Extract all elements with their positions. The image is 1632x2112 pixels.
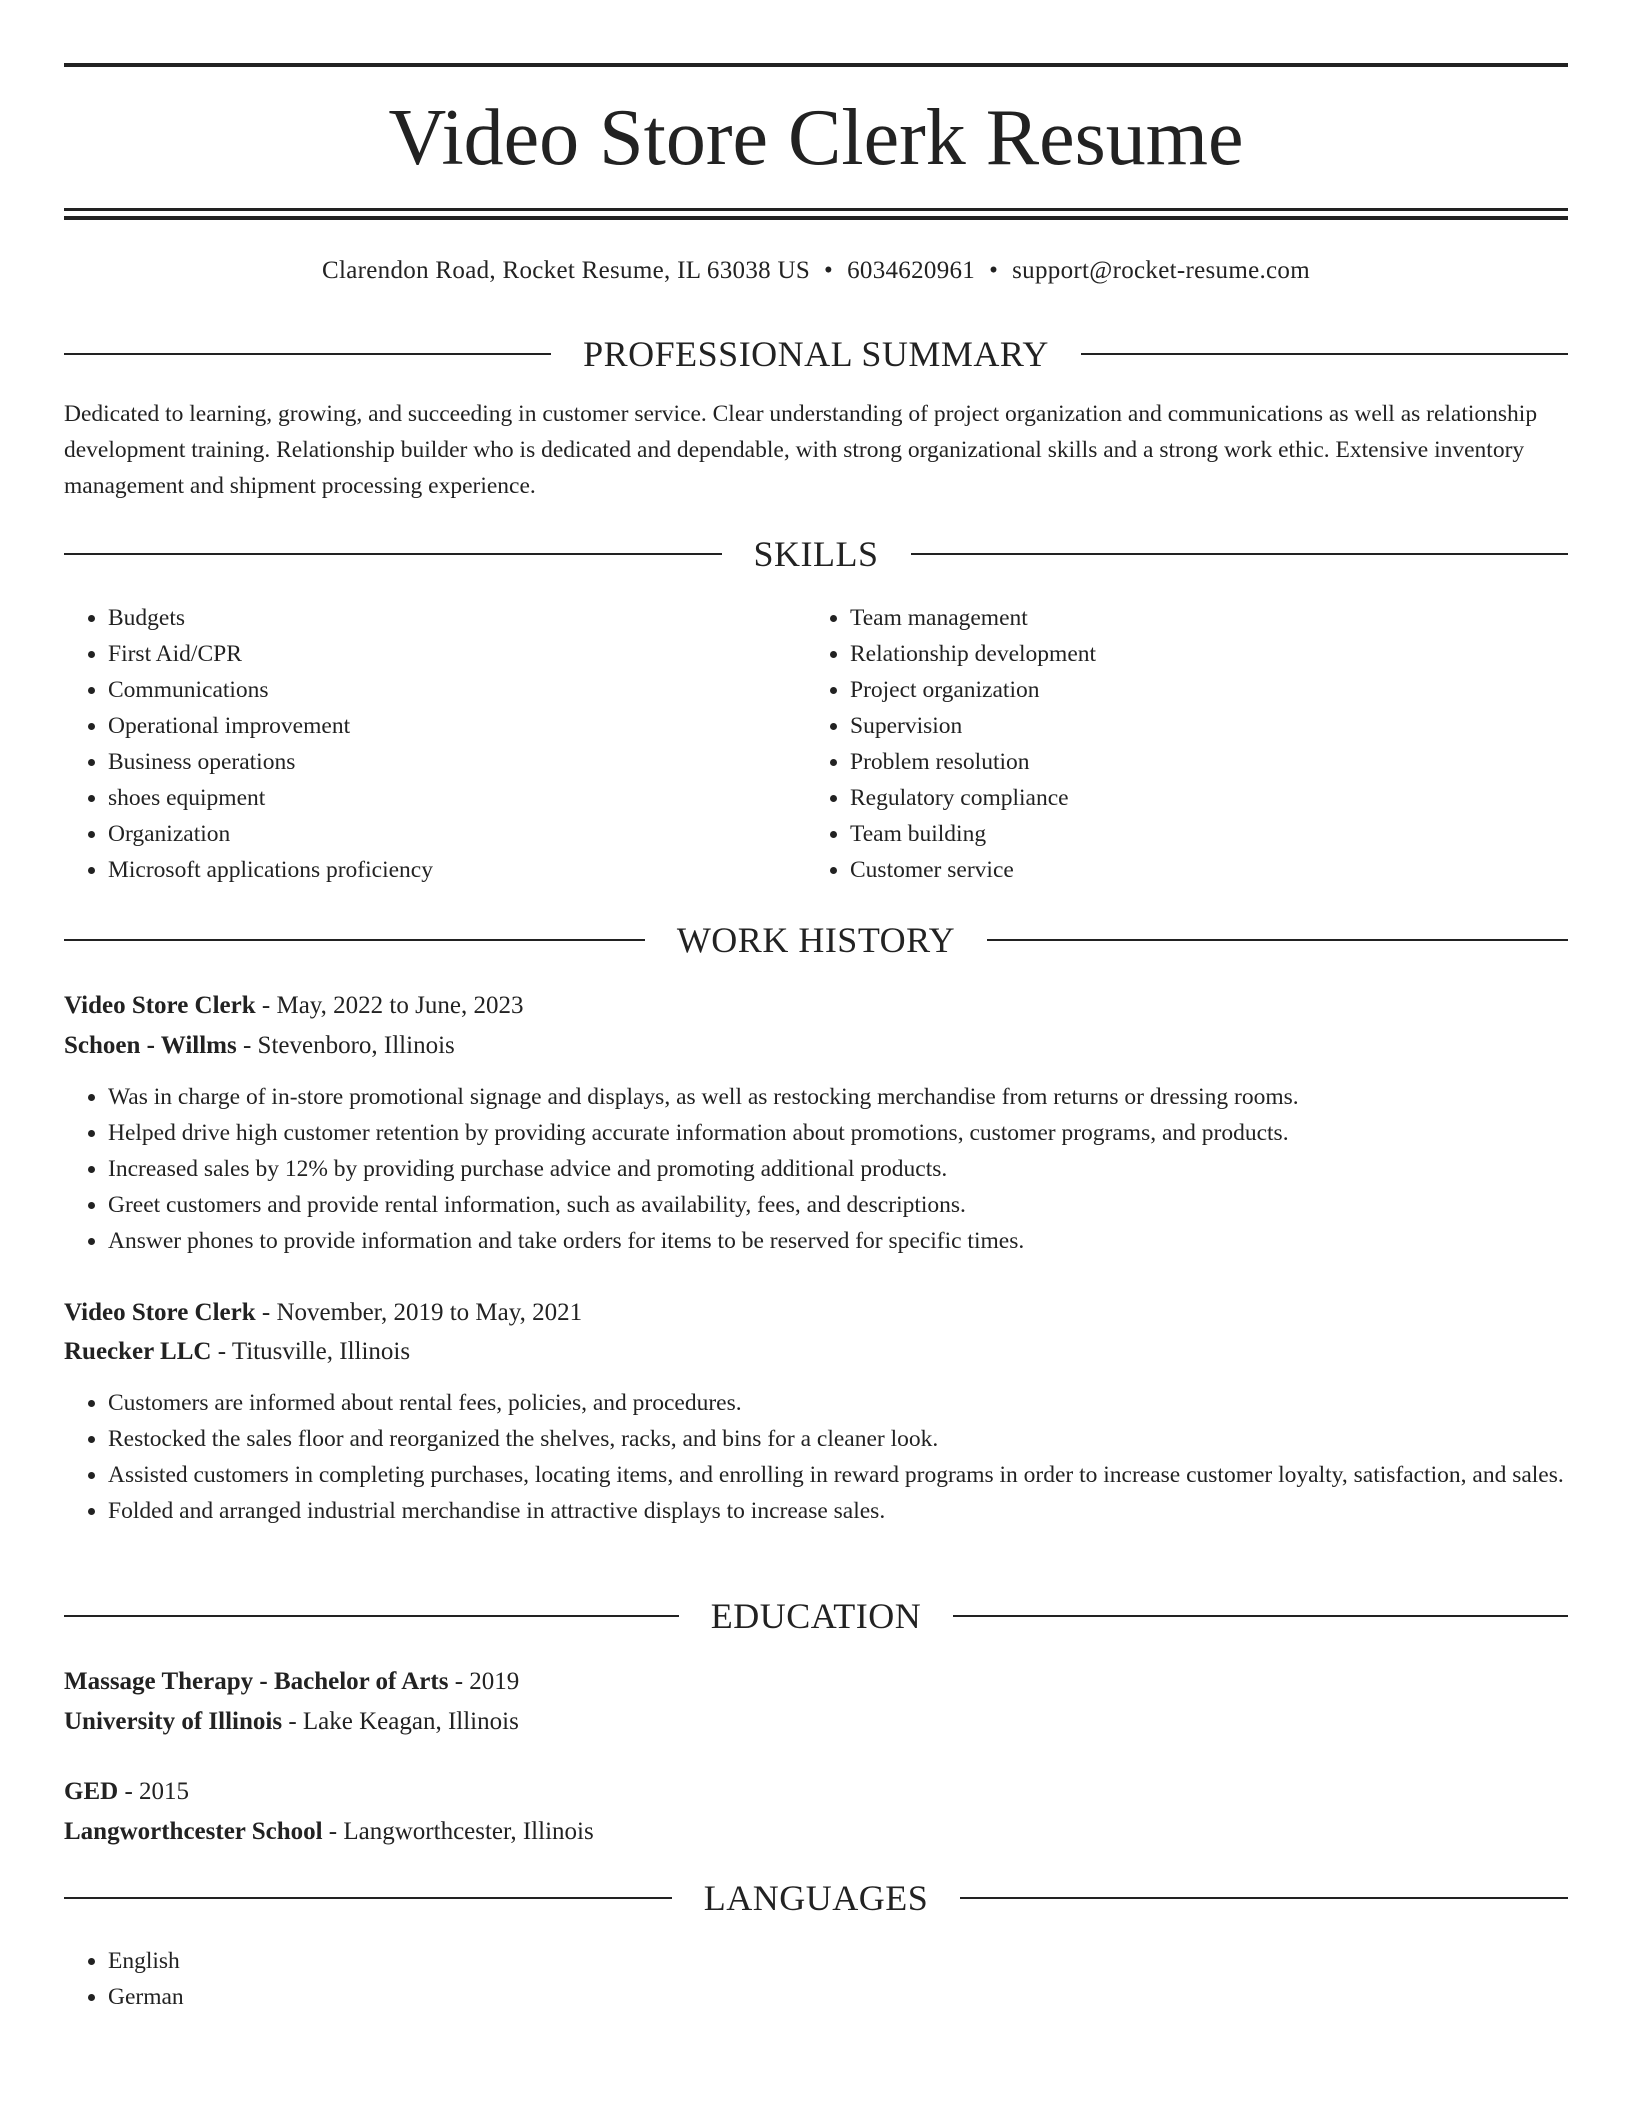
heading-rule [1081,353,1568,355]
skill-item: • Team management [850,600,1550,636]
job-bullets [64,1079,1612,1259]
skill-item: • Microsoft applications proficiency [108,852,808,888]
education-school: Langworthcester School [64,1818,323,1845]
job-bullet: • Folded and arranged industrial merchandise in attractive displays to increase sales. [108,1493,1612,1529]
skills-list-left [64,600,808,888]
contact-address: Clarendon Road, Rocket Resume, IL 63038 US [322,257,811,284]
job-bullet: • Increased sales by 12% by providing purchase advice and promoting additional products. [108,1151,1612,1187]
skill-item: • Team building [850,816,1550,852]
work-history-heading-label: WORK HISTORY [676,920,956,960]
job-location: Titusville, Illinois [231,1338,411,1365]
skill-item: • Relationship development [850,636,1550,672]
languages-list [64,1943,808,2015]
contact-email: support@rocket-resume.com [1012,257,1310,284]
skill-item: • Regulatory compliance [850,780,1550,816]
heading-rule [64,553,722,555]
job-bullet: • Customers are informed about rental fees, policies, and procedures. [108,1385,1612,1421]
title-rule-upper [64,208,1568,211]
heading-rule [64,1615,679,1617]
contact-line [64,254,1568,288]
job-bullet: • Answer phones to provide information and take orders for items to be reserved for specific times. [108,1223,1612,1259]
education-location: Lake Keagan, Illinois [302,1708,519,1735]
language-item: • English [108,1943,808,1979]
top-rule [64,63,1568,67]
job-company: Schoen - Willms [64,1032,237,1059]
separator: - [255,1299,277,1326]
education-school-line [64,1812,1568,1852]
job-title: Video Store Clerk [64,992,256,1019]
education-heading-label: EDUCATION [710,1596,922,1636]
education-heading [64,1594,1568,1638]
skill-item: • Budgets [108,600,808,636]
summary-heading [64,332,1568,376]
languages-heading [64,1876,1568,1920]
contact-separator: • [824,257,834,284]
job-company-line [64,1332,1568,1372]
work-history-heading [64,918,1568,962]
job-title-line [64,986,1568,1026]
job-company: Ruecker LLC [64,1338,212,1365]
separator: - [322,1818,344,1845]
summary-text: Dedicated to learning, growing, and succeeding in customer service. Clear understanding of project organization and communications as well as relationship development training. Relationship builder who is dedicated and dependable, with strong organizational skills and a strong work ethic. Extensive inventory management and shipment processing experience. [64,401,1538,499]
skill-item: • Organization [108,816,808,852]
education-school: University of Illinois [64,1708,283,1735]
skills-list-right [806,600,1550,888]
job-title: Video Store Clerk [64,1299,256,1326]
job-bullets [64,1385,1612,1529]
job-bullet: • Greet customers and provide rental information, such as availability, fees, and descriptions. [108,1187,1612,1223]
heading-rule [911,553,1569,555]
heading-rule [987,939,1568,941]
job-title-line [64,1293,1568,1333]
separator: - [255,992,277,1019]
job-bullet: • Helped drive high customer retention by providing accurate information about promotions, customer programs, and products. [108,1115,1612,1151]
separator: - [118,1778,140,1805]
education-location: Langworthcester, Illinois [343,1818,594,1845]
heading-rule [64,353,551,355]
contact-phone: 6034620961 [847,257,976,284]
skill-item: • Business operations [108,744,808,780]
education-degree-line [64,1772,1568,1812]
education-school-line [64,1702,1568,1742]
skill-item: • Communications [108,672,808,708]
skills-heading [64,532,1568,576]
languages-heading-label: LANGUAGES [703,1878,929,1918]
separator: - [211,1338,232,1365]
skill-item: • Customer service [850,852,1550,888]
job-bullet: • Was in charge of in-store promotional signage and displays, as well as restocking merchandise from returns or dressing rooms. [108,1079,1612,1115]
job-bullet: • Restocked the sales floor and reorganized the shelves, racks, and bins for a cleaner look. [108,1421,1612,1457]
heading-rule [953,1615,1568,1617]
heading-rule [64,939,645,941]
contact-separator: • [989,257,999,284]
skill-item: • Supervision [850,708,1550,744]
skills-heading-label: SKILLS [753,534,879,574]
job-location: Stevenboro, Illinois [257,1032,455,1059]
job-dates: November, 2019 to May, 2021 [276,1299,583,1326]
education-degree: Massage Therapy - Bachelor of Arts [64,1668,449,1695]
summary-heading-label: PROFESSIONAL SUMMARY [583,334,1049,374]
skill-item: • shoes equipment [108,780,808,816]
heading-rule [64,1897,672,1899]
job-dates: May, 2022 to June, 2023 [276,992,524,1019]
job-company-line [64,1026,1568,1066]
separator: - [236,1032,258,1059]
skill-item: • First Aid/CPR [108,636,808,672]
skill-item: • Problem resolution [850,744,1550,780]
separator: - [282,1708,303,1735]
heading-rule [960,1897,1568,1899]
skill-item: • Operational improvement [108,708,808,744]
resume-title: Video Store Clerk Resume [388,94,1244,182]
separator: - [448,1668,470,1695]
education-year: 2019 [469,1668,520,1695]
language-item: • German [108,1979,808,2015]
education-year: 2015 [139,1778,190,1805]
education-degree: GED [64,1778,119,1805]
education-degree-line [64,1662,1568,1702]
title-rule-lower [64,216,1568,220]
skill-item: • Project organization [850,672,1550,708]
job-bullet: • Assisted customers in completing purchases, locating items, and enrolling in reward programs in order to increase customer loyalty, satisfaction, and sales. [108,1457,1612,1493]
